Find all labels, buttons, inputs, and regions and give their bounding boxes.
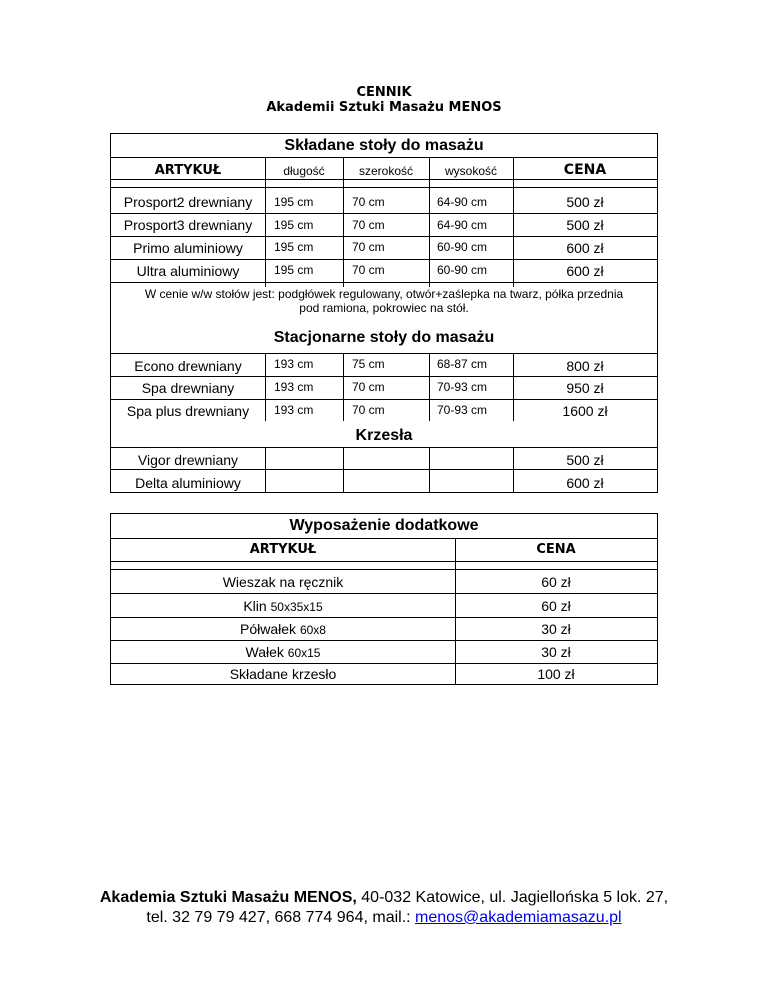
divider xyxy=(111,157,657,158)
divider xyxy=(111,569,657,570)
footer-contact-line xyxy=(0,908,768,928)
column-header-length: długość xyxy=(283,164,325,178)
divider xyxy=(111,663,657,664)
divider xyxy=(111,236,657,237)
column-header-height: wysokość xyxy=(444,164,497,178)
divider xyxy=(111,179,657,180)
row-length: 195 cm xyxy=(274,218,314,232)
divider xyxy=(111,187,657,188)
tables-price-list-box xyxy=(110,133,658,493)
footer-address-line xyxy=(0,888,768,908)
row-length: 195 cm xyxy=(274,240,314,254)
row-width: 70 cm xyxy=(352,263,385,277)
row-height: 60-90 cm xyxy=(437,240,488,254)
item-price: 60 zł xyxy=(541,574,571,590)
note-line-1: W cenie w/w stołów jest: podgłówek regulowany, otwór+zaślepka na twarz, półka przednia xyxy=(144,287,624,301)
divider xyxy=(111,259,657,260)
row-width: 70 cm xyxy=(352,403,385,417)
row-height: 68-87 cm xyxy=(437,357,488,371)
column-divider xyxy=(343,353,344,421)
row-length: 193 cm xyxy=(274,403,314,417)
item-price: 30 zł xyxy=(541,621,571,637)
equipment-column-price: CENA xyxy=(536,542,576,557)
section-chairs-title: Krzesła xyxy=(355,427,413,444)
row-price: 600 zł xyxy=(566,263,604,279)
row-name: Prosport3 drewniany xyxy=(123,217,253,233)
section-stationary-title: Stacjonarne stoły do masażu xyxy=(273,329,495,346)
item-price: 60 zł xyxy=(541,598,571,614)
divider xyxy=(111,376,657,377)
section-folding-title: Składane stoły do masażu xyxy=(284,137,484,154)
item-price: 100 zł xyxy=(537,666,575,682)
row-price: 800 zł xyxy=(566,358,604,374)
row-length: 193 cm xyxy=(274,357,314,371)
item-name: Półwałek 60x8 xyxy=(240,621,326,637)
row-width: 70 cm xyxy=(352,240,385,254)
row-price: 500 zł xyxy=(566,194,604,210)
item-name: Składane krzesło xyxy=(229,666,337,682)
row-height: 64-90 cm xyxy=(437,218,488,232)
row-name: Econo drewniany xyxy=(134,358,242,374)
footer-organization: Akademia Sztuki Masażu MENOS, xyxy=(99,889,357,906)
divider xyxy=(111,561,657,562)
row-price: 600 zł xyxy=(566,475,604,491)
row-price: 600 zł xyxy=(566,240,604,256)
note-line-2: pod ramiona, pokrowiec na stół. xyxy=(299,301,469,315)
equipment-title: Wyposażenie dodatkowe xyxy=(289,517,479,534)
row-name: Prosport2 drewniany xyxy=(123,194,253,210)
row-width: 70 cm xyxy=(352,380,385,394)
row-length: 195 cm xyxy=(274,195,314,209)
column-divider xyxy=(265,353,266,421)
column-header-width: szerokość xyxy=(358,164,414,178)
row-length: 193 cm xyxy=(274,380,314,394)
row-width: 70 cm xyxy=(352,218,385,232)
column-divider xyxy=(265,157,266,287)
document-subtitle: Akademii Sztuki Masażu MENOS xyxy=(266,100,502,115)
document-title: CENNIK xyxy=(356,85,412,100)
row-price: 950 zł xyxy=(566,380,604,396)
row-price: 1600 zł xyxy=(562,403,608,419)
row-height: 64-90 cm xyxy=(437,195,488,209)
divider xyxy=(111,593,657,594)
row-name: Spa plus drewniany xyxy=(126,403,250,419)
column-divider xyxy=(343,157,344,287)
divider xyxy=(111,282,657,283)
column-divider xyxy=(429,157,430,287)
row-name: Spa drewniany xyxy=(141,380,235,396)
row-height: 60-90 cm xyxy=(437,263,488,277)
equipment-price-list-box xyxy=(110,513,658,685)
footer-email-link[interactable]: menos@akademiamasazu.pl xyxy=(415,909,622,926)
divider xyxy=(111,447,657,448)
row-length: 195 cm xyxy=(274,263,314,277)
included-items-note xyxy=(111,287,657,315)
row-width: 75 cm xyxy=(352,357,385,371)
row-price: 500 zł xyxy=(566,452,604,468)
row-width: 70 cm xyxy=(352,195,385,209)
equipment-column-article: ARTYKUŁ xyxy=(249,542,317,557)
row-name: Ultra aluminiowy xyxy=(136,263,240,279)
item-name: Klin 50x35x15 xyxy=(243,598,323,614)
divider xyxy=(111,640,657,641)
row-height: 70-93 cm xyxy=(437,380,488,394)
row-name: Vigor drewniany xyxy=(137,452,239,468)
column-header-price: CENA xyxy=(563,162,607,178)
divider xyxy=(111,213,657,214)
divider xyxy=(111,538,657,539)
row-name: Delta aluminiowy xyxy=(135,475,241,491)
item-name: Wieszak na ręcznik xyxy=(222,574,344,590)
divider xyxy=(111,399,657,400)
item-name: Wałek 60x15 xyxy=(245,644,321,660)
row-price: 500 zł xyxy=(566,217,604,233)
column-divider xyxy=(429,353,430,421)
column-header-article: ARTYKUŁ xyxy=(154,163,222,178)
row-name: Primo aluminiowy xyxy=(133,240,243,256)
divider xyxy=(111,353,657,354)
footer-address: 40-032 Katowice, ul. Jagiellońska 5 lok. 27, xyxy=(356,889,669,906)
footer-contact: tel. 32 79 79 427, 668 774 964, mail.: xyxy=(146,909,416,926)
row-height: 70-93 cm xyxy=(437,403,488,417)
divider xyxy=(111,617,657,618)
item-price: 30 zł xyxy=(541,644,571,660)
divider xyxy=(111,469,657,470)
